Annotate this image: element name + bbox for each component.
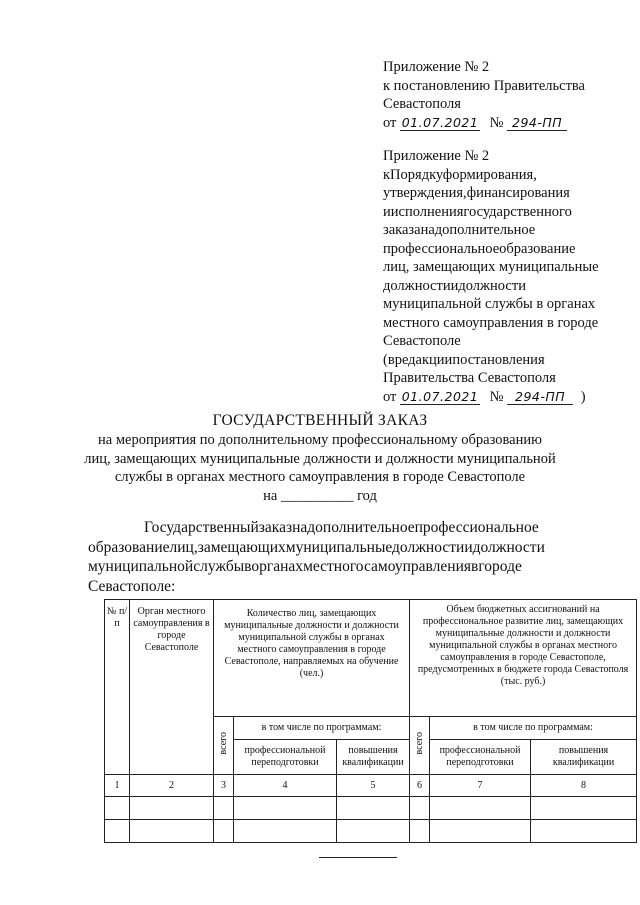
column-number-row: 1 2 3 4 5 6 7 8 — [105, 775, 637, 797]
appendix-1-date-line: от 01.07.2021 № 294-ПП — [383, 114, 613, 133]
end-divider — [319, 857, 397, 858]
state-order-table — [104, 599, 637, 843]
header-programs-count: в том числе по программам: — [234, 717, 410, 740]
header-count: Количество лиц, замещающих муниципальные должности и должности муниципальной службы в органах местного самоуправления в городе Севастополе, направляемых на обучение (чел.) — [214, 600, 410, 717]
intro-paragraph: Государственныйзаказнадополнительноепрофессиональное образованиелиц,замещающихмуниципальныедолжностиидолжности муниципальнойслужбыворганахместногосамоуправлениявгороде Севастополе: — [88, 519, 545, 595]
document-title: ГОСУДАРСТВЕННЫЙ ЗАКАЗ — [212, 412, 428, 429]
handwritten-number: 294-ПП — [507, 116, 567, 131]
header-org: Орган местного самоуправления в городе Севастополе — [130, 600, 214, 775]
handwritten-date: 01.07.2021 — [401, 114, 479, 130]
header-retrain-count: профессиональной переподготовки — [234, 740, 337, 775]
appendix-1-title: Приложение № 2 — [383, 59, 490, 75]
appendix-1-line3: Севастополя — [383, 96, 461, 112]
document-subtitle: на мероприятия по дополнительному профессиональному образованию лиц, замещающих муниципальные должности и должности муниципальной службы в органах местного самоуправления в городе Севастополе на __________ год — [0, 431, 640, 505]
year-line: на __________ год — [263, 487, 377, 504]
header-qualif-count: повышения квалификации — [337, 740, 410, 775]
header-retrain-budget: профессиональной переподготовки — [430, 740, 531, 775]
header-num: № п/п — [105, 600, 130, 775]
header-qualif-budget: повышения квалификации — [531, 740, 637, 775]
appendix-2-title: Приложение № 2 — [383, 148, 490, 164]
header-programs-budget: в том числе по программам: — [430, 717, 637, 740]
appendix-1-line2: к постановлению Правительства — [383, 77, 585, 94]
appendix-1-block — [383, 58, 613, 132]
appendix-2-date-line: от 01.07.2021 № 294-ПП ) — [383, 388, 586, 405]
header-total-count: всего — [214, 717, 234, 775]
header-budget: Объем бюджетных ассигнований на профессиональное развитие лиц, замещающих муниципальные должности и должности муниципальной службы в органах местного самоуправления в городе Севастополе, предусмотренных в бюджете города Севастополя (тыс. руб.) — [410, 600, 637, 717]
table-row — [105, 820, 637, 843]
appendix-2-block: Приложение № 2 кПорядкуформирования, утверждения,финансирования иисполнениягосударственного заказанадополнительное профессиональноеобразование лиц, замещающих муниципальные должностиидолжности муниципальной службы в органах местного самоуправления в городе Севастополе (вредакциипостановления Правительства Севастополя от 01.07.2021 № 294-ПП ) — [383, 147, 613, 406]
table-row — [105, 797, 637, 820]
handwritten-date: 01.07.2021 — [401, 388, 479, 404]
header-total-budget: всего — [410, 717, 430, 775]
handwritten-number: 294-ПП — [507, 390, 573, 405]
